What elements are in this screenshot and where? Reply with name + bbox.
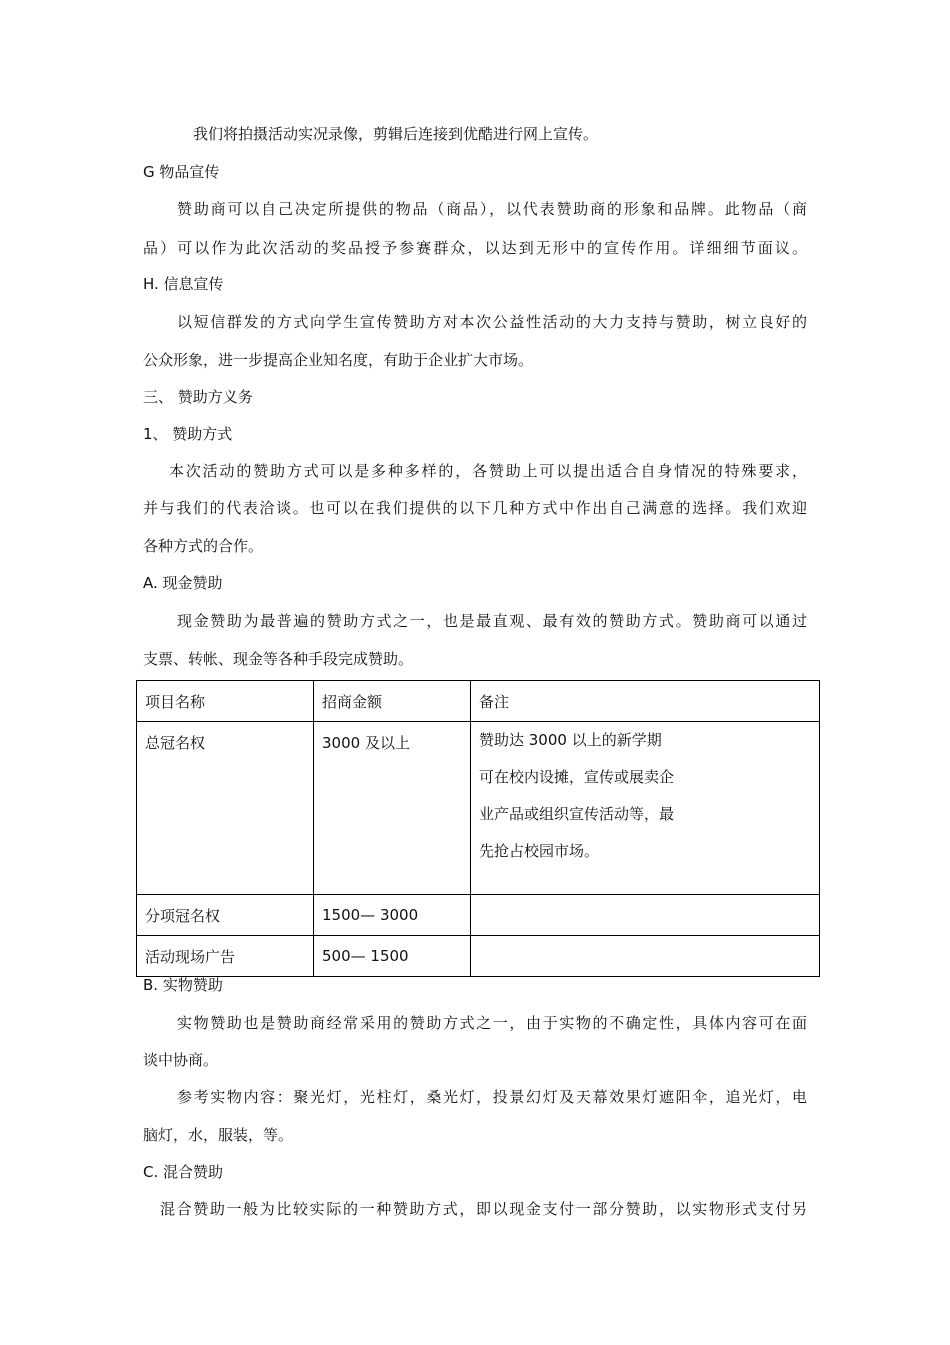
section-heading-g: G 物品宣传 — [143, 163, 220, 181]
table-cell: 1500— 3000 — [314, 895, 471, 936]
paragraph-line: 赞助商可以自己决定所提供的物品（商品），以代表赞助商的形象和品牌。此物品（商 — [177, 200, 807, 218]
paragraph-line: 品）可以作为此次活动的奖品授予参赛群众，以达到无形中的宣传作用。详细细节面议。 — [143, 239, 807, 257]
note-line: 先抢占校园市场。 — [479, 842, 600, 860]
table-note-cell — [471, 722, 820, 895]
paragraph-line: 我们将拍摄活动实况录像，剪辑后连接到优酷进行网上宣传。 — [193, 125, 599, 143]
paragraph-line: 谈中协商。 — [143, 1051, 219, 1069]
table-cell: 500— 1500 — [314, 936, 471, 977]
table-row — [137, 895, 820, 936]
paragraph-line: 参考实物内容：聚光灯，光柱灯，桑光灯，投景幻灯及天幕效果灯遮阳伞，追光灯，电 — [177, 1088, 807, 1106]
table-cell: 活动现场广告 — [137, 936, 314, 977]
section-heading-c: C. 混合赞助 — [143, 1163, 224, 1181]
paragraph-line: 各种方式的合作。 — [143, 537, 264, 555]
section-heading-3: 三、 赞助方义务 — [143, 388, 253, 406]
paragraph-line: 支票、转帐、现金等各种手段完成赞助。 — [143, 650, 414, 668]
subsection-heading: 1、 赞助方式 — [143, 425, 233, 443]
paragraph-line: 现金赞助为最普遍的赞助方式之一，也是最直观、最有效的赞助方式。赞助商可以通过 — [177, 612, 807, 630]
table-row — [137, 722, 820, 895]
table-cell: 总冠名权 — [137, 722, 314, 895]
note-line: 赞助达 3000 以上的新学期 — [479, 731, 662, 749]
paragraph-line: 脑灯，水，服装，等。 — [143, 1126, 294, 1144]
table-cell — [471, 895, 820, 936]
paragraph-line: 公众形象，进一步提高企业知名度，有助于企业扩大市场。 — [143, 351, 534, 369]
paragraph-line: 并与我们的代表洽谈。也可以在我们提供的以下几种方式中作出自己满意的选择。我们欢迎 — [143, 499, 807, 517]
table-header-cell: 备注 — [471, 681, 820, 722]
table-cell — [471, 936, 820, 977]
table-cell: 3000 及以上 — [314, 722, 471, 895]
paragraph-line: 实物赞助也是赞助商经常采用的赞助方式之一，由于实物的不确定性，具体内容可在面 — [177, 1014, 807, 1032]
note-line: 业产品或组织宣传活动等，最 — [479, 805, 675, 823]
table-row — [137, 936, 820, 977]
paragraph-line: 本次活动的赞助方式可以是多种多样的，各赞助上可以提出适合自身情况的特殊要求， — [169, 462, 807, 480]
sponsorship-table — [136, 680, 820, 977]
table-header-cell: 招商金额 — [314, 681, 471, 722]
note-line: 可在校内设摊，宣传或展卖企 — [479, 768, 675, 786]
section-heading-a: A. 现金赞助 — [143, 574, 223, 592]
table-header-cell: 项目名称 — [137, 681, 314, 722]
section-heading-b: B. 实物赞助 — [143, 976, 223, 994]
table-cell: 分项冠名权 — [137, 895, 314, 936]
paragraph-line: 混合赞助一般为比较实际的一种赞助方式，即以现金支付一部分赞助，以实物形式支付另 — [160, 1200, 807, 1218]
paragraph-line: 以短信群发的方式向学生宣传赞助方对本次公益性活动的大力支持与赞助，树立良好的 — [177, 313, 807, 331]
section-heading-h: H. 信息宣传 — [143, 275, 224, 293]
table-header-row — [137, 681, 820, 722]
